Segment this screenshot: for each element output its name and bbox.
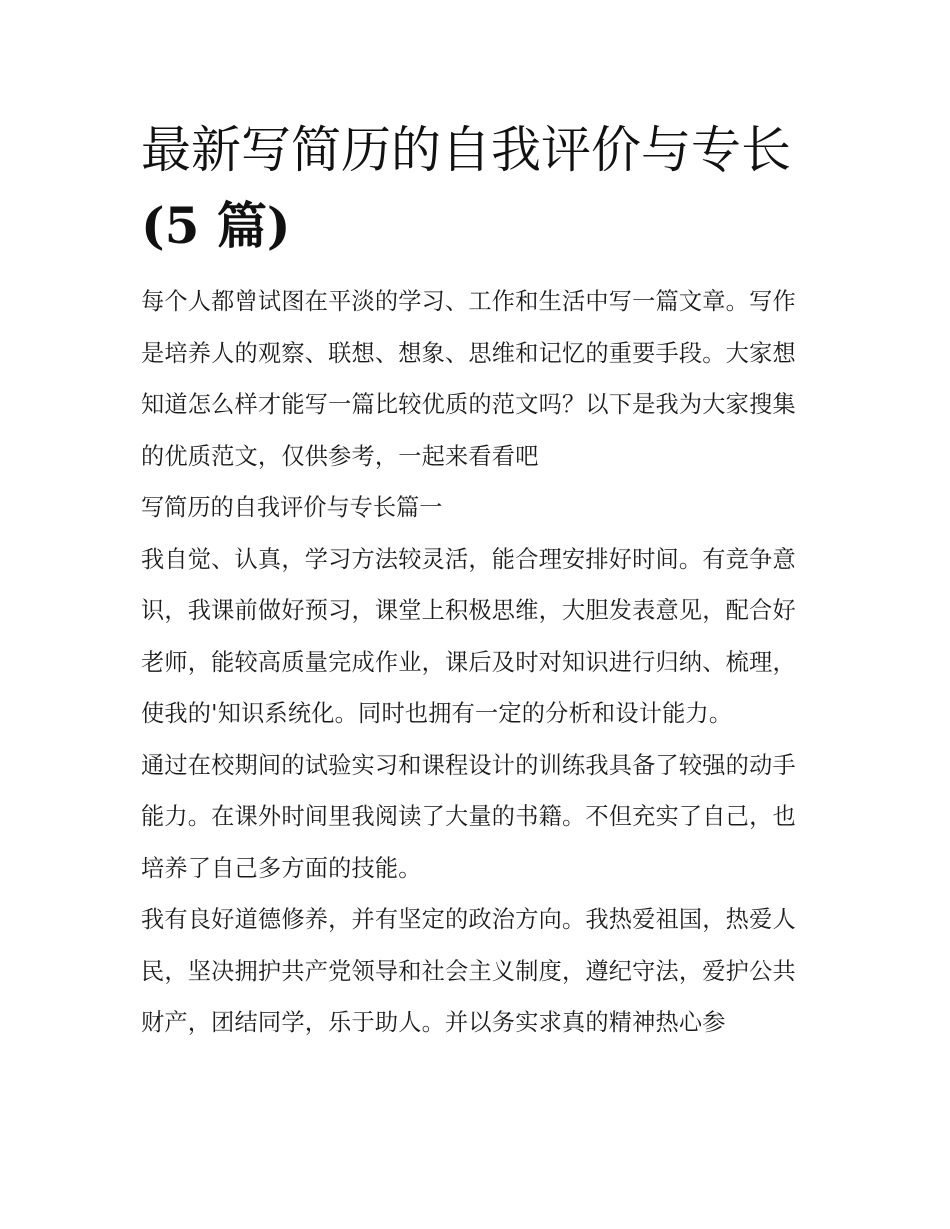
document-title: [141, 112, 821, 264]
intro-paragraph: 每个人都曾试图在平淡的学习、工作和生活中写一篇文章。写作是培养人的观察、联想、想象、思维和记忆的重要手段。大家想知道怎么样才能写一篇比较优质的范文吗？以下是我为大家搜集的优质范文，仅供参考，一起来看看吧: [141, 288, 796, 470]
body-paragraph-3: 我有良好道德修养，并有坚定的政治方向。我热爱祖国，热爱人民，坚决拥护共产党领导和社会主义制度，遵纪守法，爱护公共财产，团结同学，乐于助人。并以务实求真的精神热心参: [141, 906, 796, 1036]
body-paragraph-2: 通过在校期间的试验实习和课程设计的训练我具备了较强的动手能力。在课外时间里我阅读了大量的书籍。不但充实了自己，也培养了自己多方面的技能。: [141, 751, 796, 882]
document-body: [141, 276, 816, 1049]
section-heading: 写简历的自我评价与专长篇一: [141, 494, 443, 521]
body-paragraph-1: 我自觉、认真，学习方法较灵活，能合理安排好时间。有竞争意识，我课前做好预习，课堂上积极思维，大胆发表意见，配合好老师，能较高质量完成作业，课后及时对知识进行归纳、梳理，使我的'知识系统化。同时也拥有一定的分析和设计能力。: [141, 545, 796, 727]
document-title-line2: (5 篇): [141, 196, 291, 255]
document-title-line1: 最新写简历的自我评价与专长: [141, 121, 791, 179]
